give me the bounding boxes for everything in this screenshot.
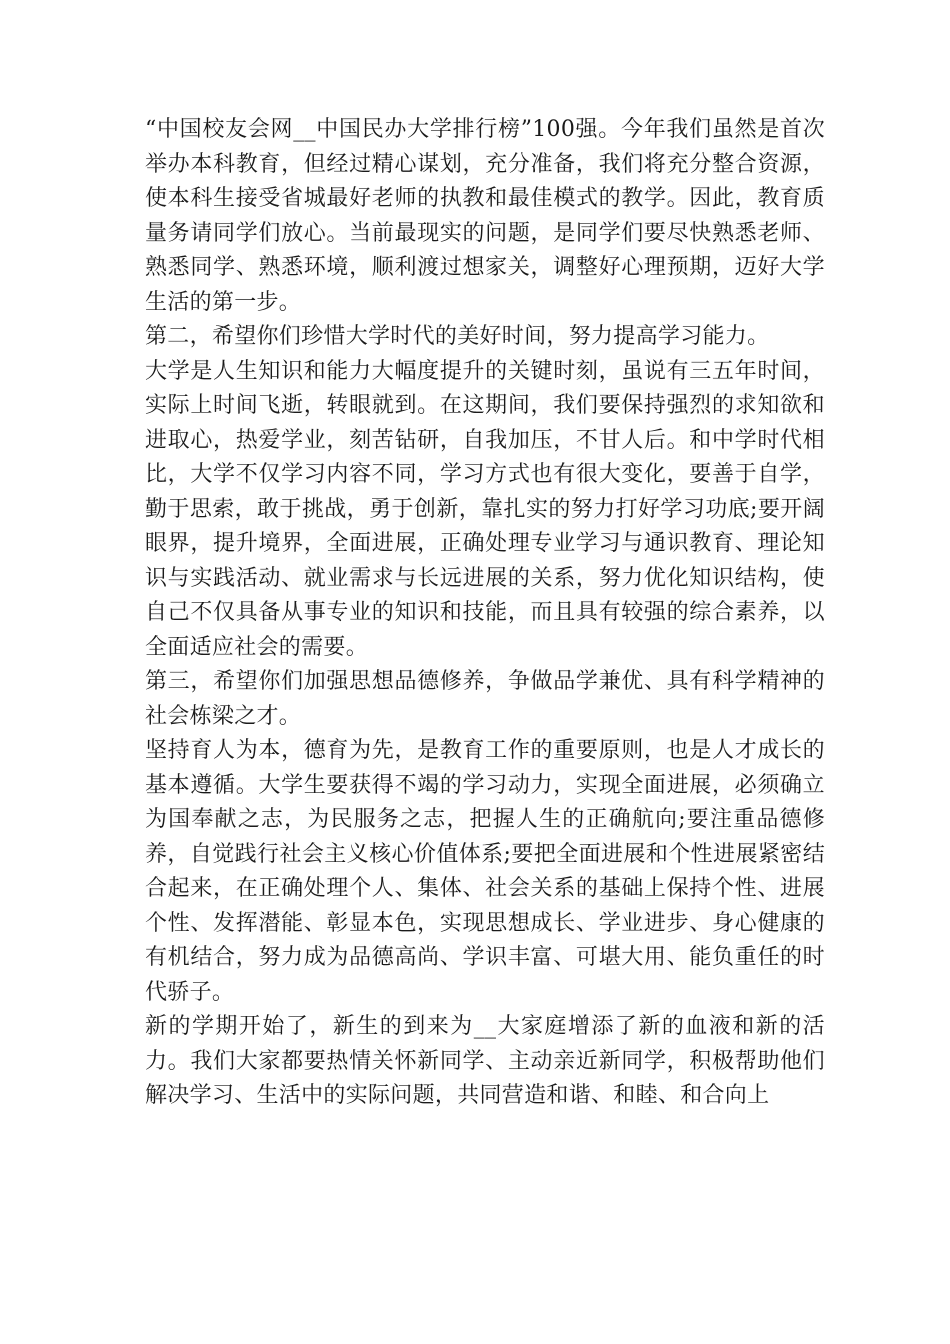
paragraph-2-heading: 第二，希望你们珍惜大学时代的美好时间，努力提高学习能力。 [145, 324, 770, 349]
paragraph-3: 大学是人生知识和能力大幅度提升的关键时刻，虽说有三五年时间，实际上时间飞逝，转眼就到。在这期间，我们要保持强烈的求知欲和进取心，热爱学业，刻苦钻研，自我加压，不甘人后。和中学时代相比，大学不仅学习内容不同，学习方式也有很大变化，要善于自学，勤于思索，敢于挑战，勇于创新，靠扎实的努力打好学习功底;要开阔眼界，提升境界，全面进展，正确处理专业学习与通识教育、理论知识与实践活动、就业需求与长远进展的关系，努力优化知识结构，使自己不仅具备从事专业的知识和技能，而且具有较强的综合素养，以全面适应社会的需要。 [145, 358, 825, 660]
paragraph-4-heading: 第三，希望你们加强思想品德修养，争做品学兼优、具有科学精神的社会栋梁之才。 [145, 669, 825, 729]
paragraph-6: 新的学期开始了，新生的到来为__大家庭增添了新的血液和新的活力。我们大家都要热情关怀新同学、主动亲近新同学，积极帮助他们解决学习、生活中的实际问题，共同营造和谐、和睦、和合向上 [145, 1014, 825, 1108]
paragraph-5: 坚持育人为本，德育为先，是教育工作的重要原则，也是人才成长的基本遵循。大学生要获得不竭的学习动力，实现全面进展，必须确立为国奉献之志，为民服务之志，把握人生的正确航向;要注重品德修养，自觉践行社会主义核心价值体系;要把全面进展和个性进展紧密结合起来，在正确处理个人、集体、社会关系的基础上保持个性、进展个性、发挥潜能、彰显本色，实现思想成长、学业进步、身心健康的有机结合，努力成为品德高尚、学识丰富、可堪大用、能负重任的时代骄子。 [145, 738, 825, 1005]
document-page [145, 113, 825, 1114]
paragraph-1: “中国校友会网__中国民办大学排行榜”100强。今年我们虽然是首次举办本科教育，但经过精心谋划，充分准备，我们将充分整合资源，使本科生接受省城最好老师的执教和最佳模式的教学。因此，教育质量务请同学们放心。当前最现实的问题，是同学们要尽快熟悉老师、熟悉同学、熟悉环境，顺利渡过想家关，调整好心理预期，迈好大学生活的第一步。 [145, 117, 825, 315]
